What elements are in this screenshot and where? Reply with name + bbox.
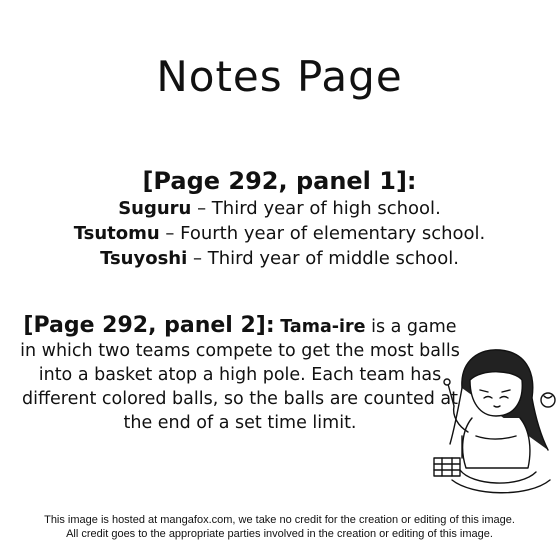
- credits-line-1: This image is hosted at mangafox.com, we take no credit for the creation or editing of this image.: [44, 514, 515, 526]
- note-panel-2: [20, 314, 460, 435]
- note-1-heading: [Page 292, panel 1]:: [142, 167, 417, 195]
- character-description: – Fourth year of elementary school.: [159, 223, 486, 244]
- note-1-entry: [0, 246, 559, 271]
- note-2-text: is a game in which two teams compete to get the most balls into a basket atop a high pole. Each team has different colored balls, so the balls are counted at the end of a set time limit.: [20, 317, 460, 433]
- credits-line-2: All credit goes to the appropriate parties involved in the creation or editing of this image.: [66, 528, 493, 540]
- note-1-entry: [0, 221, 559, 246]
- character-description: – Third year of high school.: [191, 198, 441, 219]
- note-2-term: Tama-ire: [280, 317, 366, 337]
- note-panel-1: [0, 166, 559, 271]
- note-1-entry: [0, 196, 559, 221]
- character-name: Tsutomu: [73, 223, 160, 244]
- character-description: – Third year of middle school.: [187, 248, 459, 269]
- hosting-credits: [0, 513, 559, 541]
- character-name: Suguru: [118, 198, 192, 219]
- page-title: Notes Page: [156, 52, 403, 101]
- note-2-heading: [Page 292, panel 2]:: [23, 313, 275, 338]
- character-name: Tsuyoshi: [100, 248, 188, 269]
- chibi-girl-illustration: [432, 340, 559, 500]
